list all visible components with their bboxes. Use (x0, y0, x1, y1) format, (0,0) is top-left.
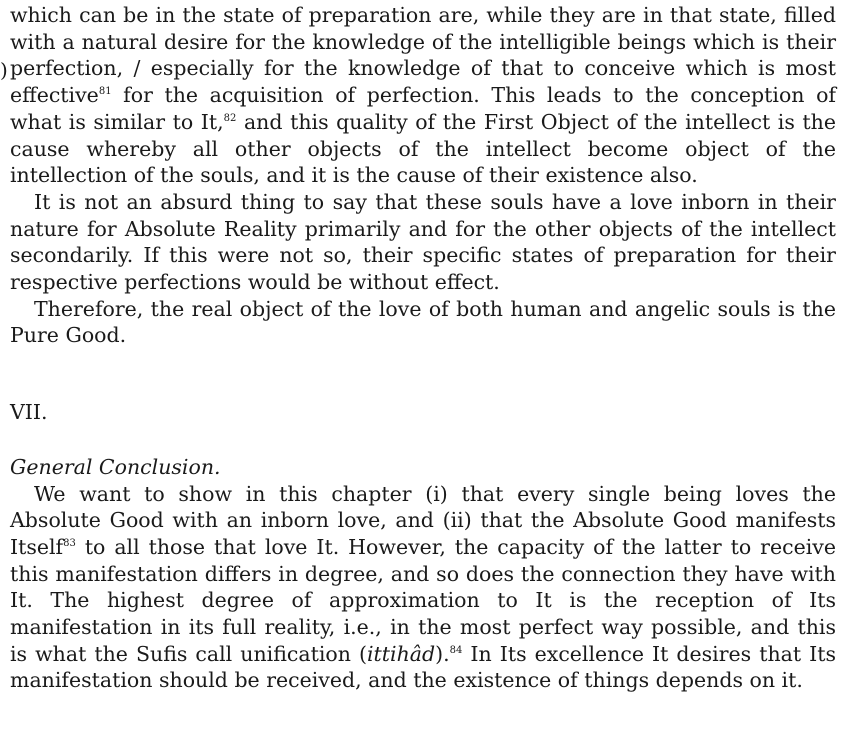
book-page (10, 0, 836, 694)
paragraph-1 (10, 2, 836, 189)
paragraph-1-text-a: which can be in the state of preparation are, while they are in that state, filled with a natural desire for the knowledge of the intelligible beings which is their perfection, / especially for the knowledge of that to conceive which is most effective (10, 3, 836, 108)
footnote-marker-82: 82 (223, 112, 237, 124)
paragraph-1-text-b: for the acquisition of perfection. This leads to the conception of what is similar to It, (10, 83, 836, 134)
paragraph-3: Therefore, the real object of the love of both human and angelic souls is the Pure Good. (10, 296, 836, 348)
paragraph-4-text-a: We want to show in this chapter (i) that every single being loves the Absolute Good with an inborn love, and (ii) that the Absolute Good manifests Itself (10, 481, 836, 559)
paragraph-1-text-c: and this quality of the First Object of the intellect is the cause whereby all other objects of the intellect become object of the intellection of the souls, and it is the cause of their existence also. (10, 109, 836, 188)
paragraph-4-text-b: to all those that love It. However, the capacity of the latter to receive this manifestation differs in degree, and so does the connection they have with It. The highest degree of approximation to It is the reception of Its manifestation in its full reality, i.e., in the most perfect way possible, and this is what the Sufis call unification ( (10, 534, 836, 666)
paragraph-4 (10, 481, 836, 695)
paragraph-2: It is not an absurd thing to say that these souls have a love inborn in their nature for Absolute Reality primarily and for the other objects of the intellect secondarily. If this were not so, their specific states of preparation for their respective perfections would be without effect. (10, 189, 836, 295)
footnote-marker-81: 81 (98, 86, 112, 98)
footnote-marker-83: 83 (63, 538, 76, 550)
margin-mark: ) (0, 58, 8, 82)
section-title: General Conclusion. (10, 454, 221, 479)
paragraph-4-text-c: ). (435, 641, 450, 666)
section-number: VII. (10, 400, 48, 425)
paragraph-4-text-d: In Its excellence It desires that Its manifestation should be received, and the existence of things depends on it. (10, 641, 836, 693)
arabic-term: ittihâd (366, 641, 436, 666)
footnote-marker-84: 84 (449, 644, 463, 656)
